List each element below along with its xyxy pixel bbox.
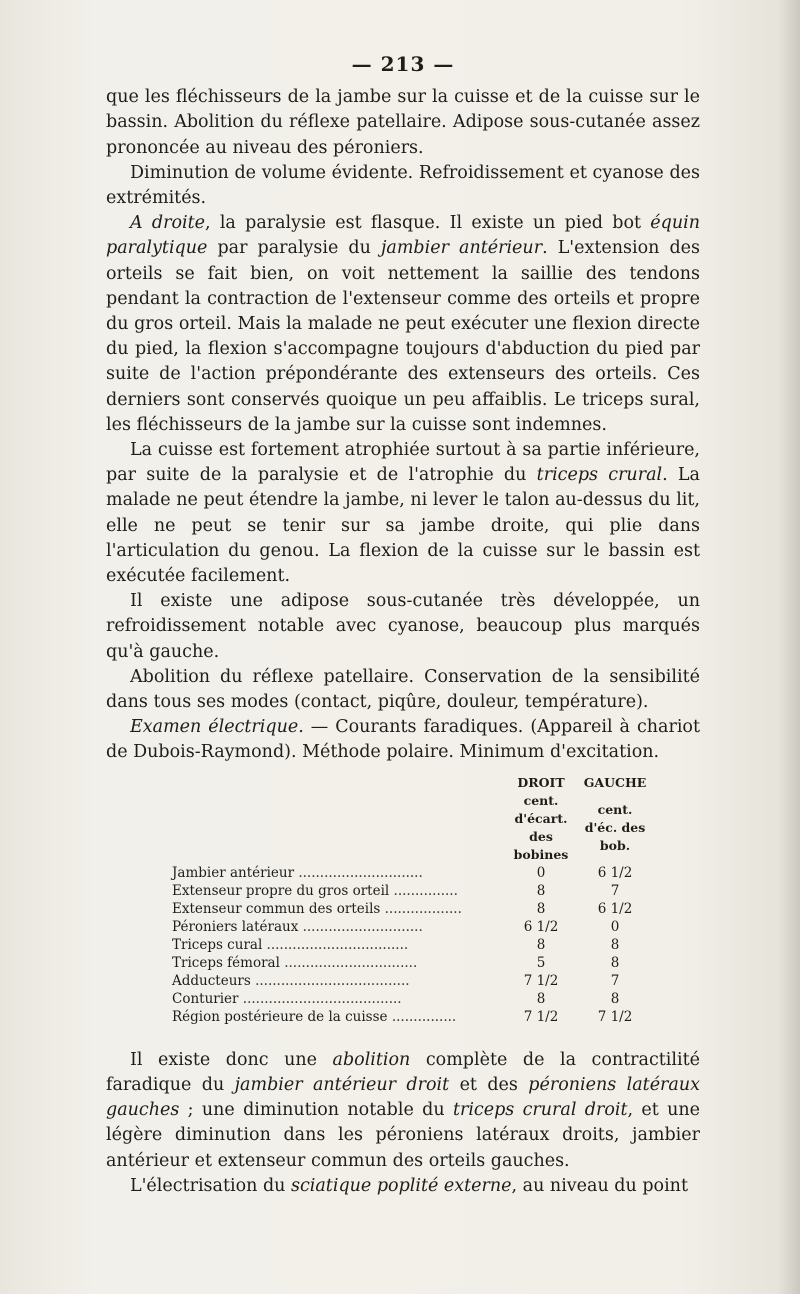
muscle-name (170, 990, 504, 1008)
paragraph-8-text-b: complète de la contractilité faradique du (106, 1049, 700, 1095)
column-subheader-droit: cent. d'écart. des bobines (513, 792, 569, 862)
value-droit: 8 (536, 900, 546, 917)
paragraph-3-text-b: par paralysie du (207, 238, 381, 259)
paragraph-8-italic-b: jambier antérieur droit (234, 1074, 450, 1095)
value-droit: 0 (536, 864, 546, 881)
muscle-label: Adducteurs (172, 972, 251, 989)
paragraph-4-text-a: La cuisse est fortement atrophiée surtout à sa partie inférieure, par suite de la paralysie et de l'atrophie du (106, 440, 700, 486)
document-body (106, 52, 700, 1199)
value-gauche: 8 (610, 954, 620, 971)
value-droit: 5 (536, 954, 546, 971)
paragraph-9-text-b: , au niveau du point (511, 1175, 688, 1196)
paragraph-4 (106, 438, 700, 589)
paragraph-8 (106, 1048, 700, 1174)
value-gauche: 0 (610, 918, 620, 935)
paragraph-3-italic-a: équin paralytique (106, 213, 700, 259)
table-row (170, 990, 652, 1008)
paragraph-7-italic: Examen électrique. (130, 717, 304, 738)
paragraph-3-text-c: . L'extension des orteils se fait bien, on voit nettement la saillie des tendons pendant la contraction de l'extenseur comme des orteils et propre du gros orteil. Mais la malade ne peut exécuter une flexion directe du pied, la flexion s'accompagne toujours d'abduction du pied par suite de l'action prépondérante des extenseurs des orteils. Ces derniers sont conservés quoique un peu affaiblis. Le triceps sural, les fléchisseurs de la jambe sur la cuisse sont indemnes. (106, 238, 700, 435)
muscle-name (170, 882, 504, 900)
paragraph-4-italic: triceps crural (536, 465, 663, 486)
table-subheader-blank (170, 792, 504, 864)
leader-dots: ..................................... (238, 990, 402, 1007)
value-gauche: 7 (610, 972, 620, 989)
value-droit: 8 (536, 990, 546, 1007)
leader-dots: ............................... (279, 954, 418, 971)
column-header-gauche: GAUCHE (583, 774, 647, 790)
table-row (170, 882, 652, 900)
paragraph-5: Il existe une adipose sous-cutanée très développée, un refroidissement notable avec cyanose, beaucoup plus marqués qu'à gauche. (106, 591, 700, 662)
paragraph-7-text: — Courants faradiques. (Appareil à chariot de Dubois-Raymond). Méthode polaire. Minimum d'excitation. (106, 717, 700, 763)
column-subheader-gauche: cent. d'éc. des bob. (584, 801, 646, 853)
muscle-label: Jambier antérieur (172, 864, 295, 881)
page-number: — 213 — (351, 52, 455, 76)
muscle-label: Extenseur propre du gros orteil (172, 882, 390, 899)
paragraph-8-text-d: ; une diminution notable du (179, 1100, 453, 1121)
muscle-label: Extenseur commun des orteils (172, 900, 381, 917)
leader-dots: ............... (387, 1008, 457, 1025)
paragraph-3 (106, 211, 700, 438)
column-header-droit: DROIT (517, 774, 565, 790)
table-row (170, 900, 652, 918)
leader-dots: ............................ (298, 918, 423, 935)
value-gauche: 7 1/2 (597, 1008, 633, 1025)
table-row (170, 936, 652, 954)
leader-dots: ................................. (262, 936, 409, 953)
muscle-label: Conturier (172, 990, 239, 1007)
table-row (170, 918, 652, 936)
paragraph-3-lead: A droite (130, 213, 205, 234)
muscle-name (170, 864, 504, 882)
paragraph-8-text-c: et des (449, 1074, 529, 1095)
leader-dots: .................. (380, 900, 462, 917)
paragraph-2: Diminution de volume évidente. Refroidissement et cyanose des extrémités. (106, 162, 700, 209)
page-edge-shadow (778, 0, 800, 1294)
leader-dots: ............................. (294, 864, 423, 881)
table-row (170, 972, 652, 990)
muscle-name (170, 900, 504, 918)
value-gauche: 7 (610, 882, 620, 899)
value-gauche: 8 (610, 990, 620, 1007)
electrical-results-table (170, 774, 652, 1026)
value-gauche: 6 1/2 (597, 900, 633, 917)
table-row (170, 864, 652, 882)
value-droit: 6 1/2 (523, 918, 559, 935)
value-gauche: 6 1/2 (597, 864, 633, 881)
paragraph-4-text-b: . La malade ne peut étendre la jambe, ni lever le talon au-dessus du lit, elle ne peut se tenir sur sa jambe droite, qui plie dans l'articulation du genou. La flexion de la cuisse sur le bassin est exécutée facilement. (106, 465, 700, 587)
muscle-label: Péroniers latéraux (172, 918, 299, 935)
paragraph-8-text-a: Il existe donc une (130, 1049, 333, 1070)
paragraph-8-italic-a: abolition (332, 1049, 411, 1070)
leader-dots: .................................... (250, 972, 410, 989)
muscle-label: Triceps fémoral (172, 954, 280, 971)
table-row (170, 1008, 652, 1026)
muscle-name (170, 972, 504, 990)
paragraph-3-text-a: , la paralysie est flasque. Il existe un pied bot (205, 213, 651, 234)
paragraph-3-italic-b: jambier antérieur (380, 238, 543, 259)
muscle-name (170, 954, 504, 972)
value-droit: 8 (536, 936, 546, 953)
muscle-name (170, 1008, 504, 1026)
muscle-name (170, 936, 504, 954)
paragraph-7 (106, 715, 700, 765)
paragraph-9 (106, 1174, 700, 1199)
paragraph-6: Abolition du réflexe patellaire. Conservation de la sensibilité dans tous ses modes (contact, piqûre, douleur, température). (106, 666, 700, 713)
table-row (170, 954, 652, 972)
paragraph-9-text-a: L'électrisation du (130, 1175, 291, 1196)
paragraph-8-italic-c: péroniens latéraux gauches (106, 1074, 700, 1121)
paragraph-8-text-e: , et une légère diminution dans les péroniens latéraux droits, jambier antérieur et extenseur commun des orteils gauches. (106, 1100, 700, 1171)
value-droit: 7 1/2 (523, 972, 559, 989)
muscle-label: Région postérieure de la cuisse (172, 1008, 388, 1025)
table-header-blank (170, 774, 504, 792)
muscle-label: Triceps cural (172, 936, 263, 953)
table-body (170, 864, 652, 1026)
value-droit: 8 (536, 882, 546, 899)
paragraph-8-italic-d: triceps crural droit (452, 1100, 628, 1121)
paragraph-1: que les fléchisseurs de la jambe sur la cuisse et de la cuisse sur le bassin. Abolition du réflexe patellaire. Adipose sous-cutanée assez prononcée au niveau des péroniers. (106, 87, 700, 158)
leader-dots: ............... (389, 882, 458, 899)
paragraph-9-italic: sciatique poplité externe (291, 1175, 512, 1196)
muscle-name (170, 918, 504, 936)
value-gauche: 8 (610, 936, 620, 953)
value-droit: 7 1/2 (523, 1008, 559, 1025)
